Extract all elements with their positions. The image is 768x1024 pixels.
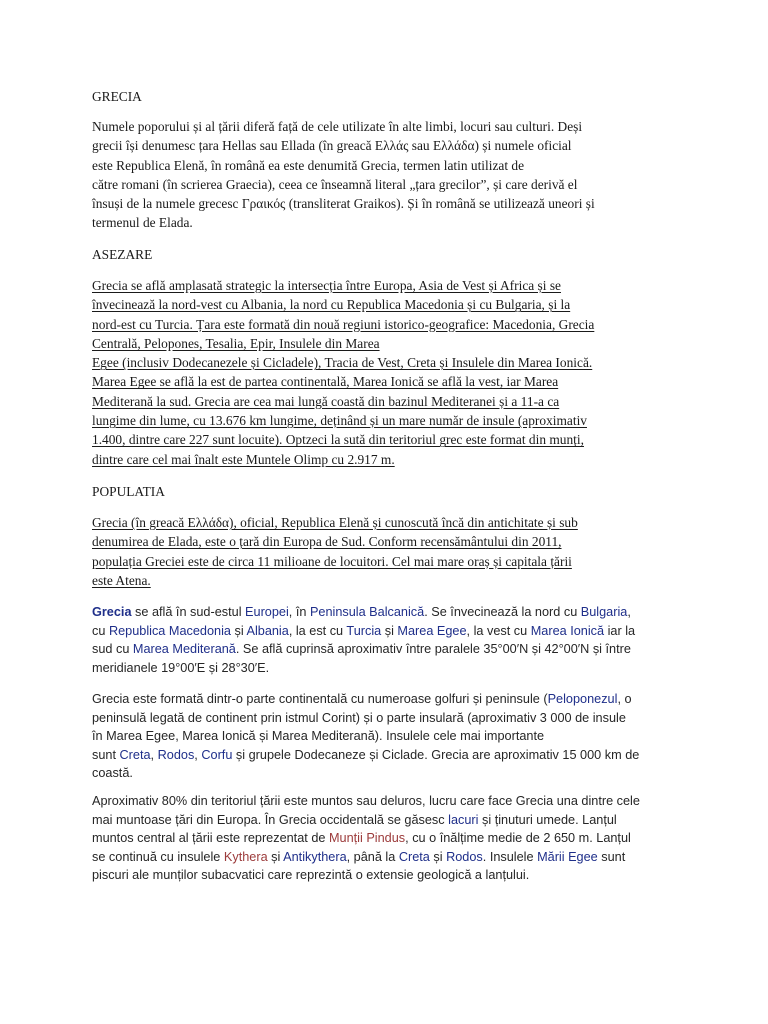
link-kythera[interactable]: Kythera xyxy=(223,849,268,864)
text-line: Centrală, Pelopones, Tesalia, Epir, Insulele din Marea xyxy=(92,335,380,351)
text-line: coastă. xyxy=(92,766,133,780)
text-line: piscuri ale munților subacvatici care reprezintă o extensie geologică a lanțului. xyxy=(92,868,530,882)
intro-paragraph xyxy=(92,117,692,233)
geo-paragraph-3 xyxy=(92,792,692,885)
geo-paragraph-2 xyxy=(92,690,692,783)
text-line: mai muntoase țări din Europa. În Grecia occidentală se găsesc lacuri și ținuturi umede. Lanțul xyxy=(92,812,617,827)
text-line: nord-est cu Turcia. Țara este formată din nouă regiuni istorico-geografice: Macedonia, Grecia xyxy=(92,316,595,332)
geo-paragraph-1 xyxy=(92,603,692,677)
text-line: Grecia este formată dintr-o parte continentală cu numeroase golfuri și peninsule (Peloponezul, o xyxy=(92,692,632,706)
text-line: muntos central al țării este reprezentat de Munții Pindus, cu o înălțime medie de 2 650 m. Lanțul xyxy=(92,831,631,845)
link-creta[interactable]: Creta xyxy=(119,747,151,762)
text-line: Marea Egee se află la est de partea continentală, Marea Ionică se află la vest, iar Marea xyxy=(92,374,559,390)
text-line: este Republica Elenă, în română ea este denumită Grecia, termen latin utilizat de xyxy=(92,157,525,173)
text-line: Numele poporului și al țării diferă față de cele utilizate în alte limbi, locuri sau culturi. Deși xyxy=(92,119,583,134)
text-line: se continuă cu insulele Kythera și Antikythera, până la Creta și Rodos. Insulele Mării Egee sunt xyxy=(92,849,626,864)
text-line: grecii își denumesc țara Hellas sau Ellada (în greacă Ελλάς sau Ελλάδα) și numele oficial xyxy=(92,138,572,154)
asezare-paragraph xyxy=(92,276,692,469)
text-line: populația Greciei este de circa 11 milioane de locuitori. Cel mai mare oraș și capitala țării xyxy=(92,553,572,569)
link-rodos-2[interactable]: Rodos xyxy=(446,849,483,864)
link-lacuri[interactable]: lacuri xyxy=(448,812,479,827)
link-muntii-pindus[interactable]: Munții Pindus xyxy=(328,831,406,845)
link-bulgaria[interactable]: Bulgaria xyxy=(580,605,628,619)
text-line: Aproximativ 80% din teritoriul țării este muntos sau deluros, lucru care face Grecia una dintre cele xyxy=(92,794,640,808)
link-rodos[interactable]: Rodos xyxy=(157,747,195,762)
text-line: cu Republica Macedonia și Albania, la est cu Turcia și Marea Egee, la vest cu Marea Ionică iar la xyxy=(92,623,636,638)
text-line: lungime din lume, cu 13.676 km lungime, deținând și un mare număr de insule (aproximativ xyxy=(92,413,587,429)
heading-populatia: POPULATIA xyxy=(92,484,165,499)
link-marii-egee[interactable]: Mării Egee xyxy=(537,849,598,864)
link-albania[interactable]: Albania xyxy=(246,623,289,638)
text-line: Grecia se află amplasată strategic la intersecția între Europa, Asia de Vest și Africa și se xyxy=(92,278,561,293)
text-line: Grecia se află în sud-estul Europei, în Peninsula Balcanică. Se învecinează la nord cu Bulgaria, xyxy=(92,605,631,619)
link-republica-macedonia[interactable]: Republica Macedonia xyxy=(108,623,231,638)
link-peloponezul[interactable]: Peloponezul xyxy=(547,692,618,706)
text-line: termenul de Elada. xyxy=(92,215,193,231)
link-marea-egee[interactable]: Marea Egee xyxy=(397,623,467,638)
link-europei[interactable]: Europei xyxy=(245,605,289,619)
text-line: învecinează la nord-vest cu Albania, la nord cu Republica Macedonia și cu Bulgaria, și la xyxy=(92,297,571,313)
text-line: către romani (în scrierea Graecia), ceea ce înseamnă literal „țara grecilor”, și care derivă el xyxy=(92,176,578,192)
text-line: 1.400, dintre care 227 sunt locuite). Optzeci la sută din teritoriul grec este format din munți, xyxy=(92,432,584,448)
link-antikythera[interactable]: Antikythera xyxy=(283,849,347,864)
text-line: însuși de la numele grecesc Γραικός (transliterat Graikos). Și în română se utilizează uneori și xyxy=(92,196,595,212)
text-line: în Marea Egee, Marea Ionică și Marea Mediterană). Insulele cele mai importante xyxy=(92,729,545,743)
text-line: Egee (inclusiv Dodecanezele și Cicladele), Tracia de Vest, Creta și Insulele din Marea Ionică. xyxy=(92,355,593,371)
text-line: este Atena. xyxy=(92,572,151,588)
link-grecia[interactable]: Grecia xyxy=(92,605,132,619)
text-line: sunt Creta, Rodos, Corfu și grupele Dodecaneze și Ciclade. Grecia are aproximativ 15 000 km de xyxy=(92,747,640,762)
link-peninsula-balcanica[interactable]: Peninsula Balcanică xyxy=(309,605,425,619)
text-line: peninsulă legată de continent prin istmul Corint) și o parte insulară (aproximativ 3 000 de insule xyxy=(92,710,626,725)
text-line: dintre care cel mai înalt este Muntele Olimp cu 2.917 m. xyxy=(92,451,395,467)
heading-asezare: ASEZARE xyxy=(92,247,153,262)
link-marea-ionica[interactable]: Marea Ionică xyxy=(530,623,605,638)
text-line: sud cu Marea Mediterană. Se află cuprinsă aproximativ între paralele 35°00′N și 42°00′N și între xyxy=(92,642,631,656)
link-marea-mediterana[interactable]: Marea Mediterană xyxy=(132,642,236,656)
text-line: Grecia (în greacă Ελλάδα), oficial, Republica Elenă și cunoscută încă din antichitate și sub xyxy=(92,515,578,530)
text-line: Mediterană la sud. Grecia are cea mai lungă coastă din bazinul Mediteranei și a 11-a ca xyxy=(92,393,560,409)
link-turcia[interactable]: Turcia xyxy=(346,623,382,638)
populatia-paragraph xyxy=(92,513,692,590)
link-corfu[interactable]: Corfu xyxy=(201,747,233,762)
text-line: denumirea de Elada, este o țară din Europa de Sud. Conform recensământului din 2011, xyxy=(92,534,562,550)
heading-grecia: GRECIA xyxy=(92,89,142,104)
text-line: meridianele 19°00′E și 28°30′E. xyxy=(92,660,270,675)
link-creta-2[interactable]: Creta xyxy=(398,849,430,864)
